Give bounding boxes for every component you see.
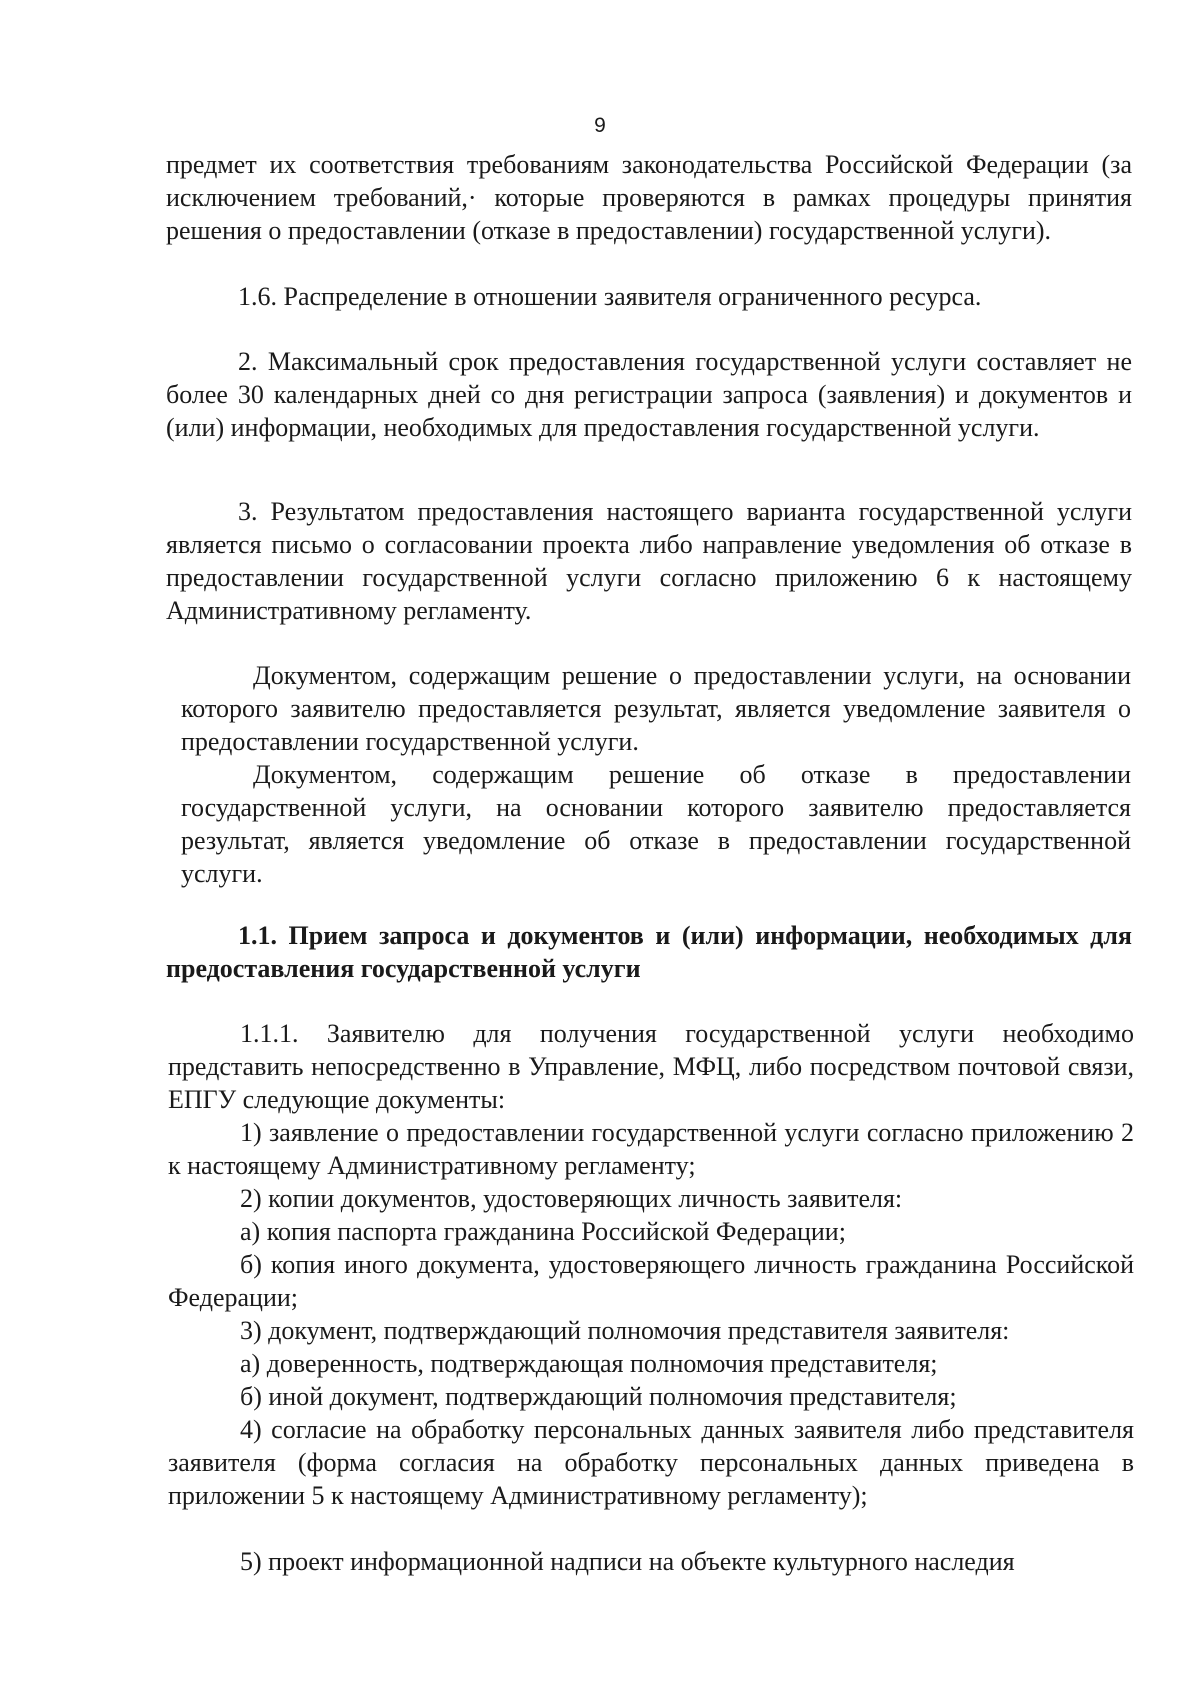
page-number: 9: [594, 114, 606, 137]
list-item-4: 4) согласие на обработку персональных данных заявителя либо представителя заявителя (форма согласия на обработку персональных данных приведена в приложении 5 к настоящему Административному регламенту);: [168, 1415, 1134, 1510]
paragraph-2: 2. Максимальный срок предоставления государственной услуги составляет не более 30 календарных дней со дня регистрации запроса (заявления) и документов и (или) информации, необходимых для предоставления государственной услуги.: [166, 347, 1132, 442]
paragraph-refusal-document: Документом, содержащим решение об отказе в предоставлении государственной услуги, на основании которого заявителю предоставляется результат, является уведомление об отказе в предоставлении государственной услуги.: [181, 760, 1131, 888]
paragraph-continuation: предмет их соответствия требованиям законодательства Российской Федерации (за исключением требований,· которые проверяются в рамках процедуры принятия решения о предоставлении (отказе в предоставлении) государственной услуги).: [166, 150, 1132, 245]
list-item-5: 5) проект информационной надписи на объекте культурного наследия: [240, 1547, 1015, 1576]
list-item-2: 2) копии документов, удостоверяющих личность заявителя:: [240, 1184, 903, 1213]
paragraph-1-1-1: 1.1.1. Заявителю для получения государственной услуги необходимо представить непосредственно в Управление, МФЦ, либо посредством почтовой связи, ЕПГУ следующие документы:: [168, 1019, 1134, 1114]
list-item-3a: а) доверенность, подтверждающая полномочия представителя;: [240, 1349, 938, 1378]
paragraph-1-6: 1.6. Распределение в отношении заявителя ограниченного ресурса.: [238, 282, 982, 311]
section-heading-1-1: 1.1. Прием запроса и документов и (или) информации, необходимых для предоставления государственной услуги: [166, 921, 1132, 983]
list-item-3b: б) иной документ, подтверждающий полномочия представителя;: [240, 1382, 957, 1411]
list-item-2b: б) копия иного документа, удостоверяющего личность гражданина Российской Федерации;: [168, 1250, 1134, 1312]
list-item-3: 3) документ, подтверждающий полномочия представителя заявителя:: [240, 1316, 1010, 1345]
list-item-1: 1) заявление о предоставлении государственной услуги согласно приложению 2 к настоящему Административному регламенту;: [168, 1118, 1134, 1180]
list-item-2a: а) копия паспорта гражданина Российской Федерации;: [240, 1217, 846, 1246]
paragraph-decision-document: Документом, содержащим решение о предоставлении услуги, на основании которого заявителю предоставляется результат, является уведомление заявителя о предоставлении государственной услуги.: [181, 661, 1131, 756]
paragraph-3: 3. Результатом предоставления настоящего варианта государственной услуги является письмо о согласовании проекта либо направление уведомления об отказе в предоставлении государственной услуги согласно приложению 6 к настоящему Административному регламенту.: [166, 497, 1132, 625]
